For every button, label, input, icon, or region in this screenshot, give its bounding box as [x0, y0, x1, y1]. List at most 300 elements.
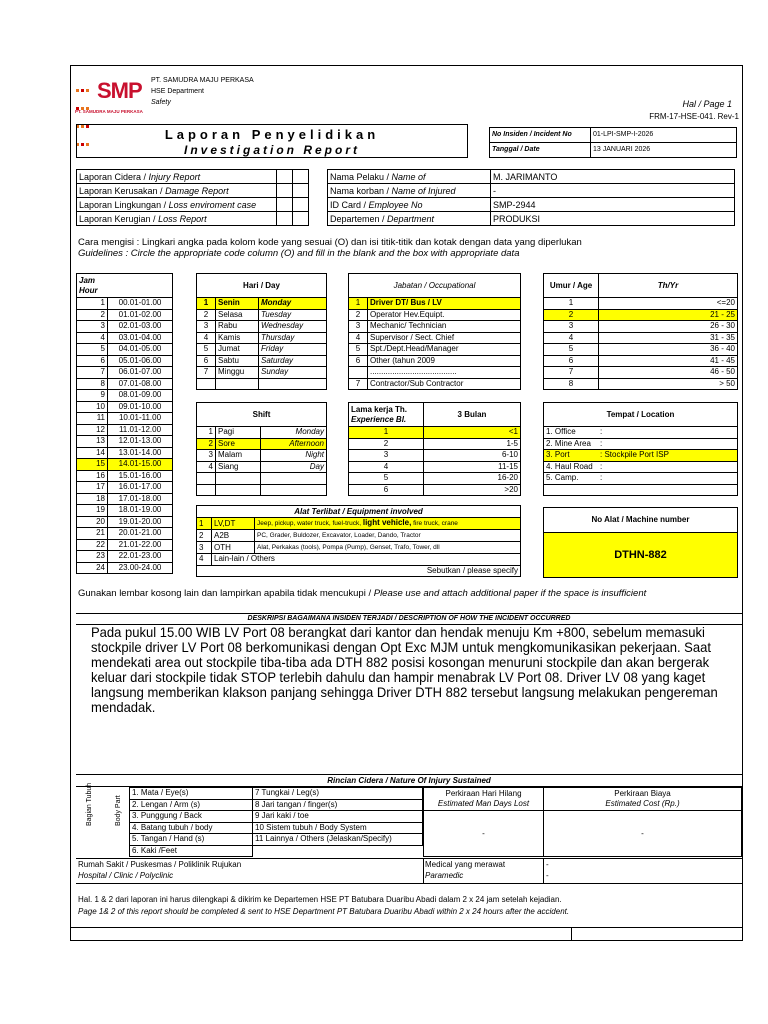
day-row — [197, 298, 327, 310]
age-range: <=20 — [599, 298, 738, 310]
hour-range: 02.01-03.00 — [108, 321, 173, 333]
hospital-divider — [423, 859, 424, 883]
hour-row — [77, 355, 173, 367]
instructions-en: Guidelines : Circle the appropriate code column (O) and fill in the blank and the box with appropriate data — [78, 248, 520, 259]
body-part-item: 3. Punggung / Back — [130, 811, 253, 823]
day-row — [197, 344, 327, 356]
occupation-number: 1 — [349, 298, 368, 310]
report-type-checkbox[interactable] — [276, 212, 292, 226]
day-header-cell: Hari / Day — [197, 274, 327, 298]
equipment-key: A2B — [212, 530, 255, 542]
report-type-checkbox[interactable] — [292, 212, 308, 226]
body-part-item: 7 Tungkai / Leg(s) — [253, 788, 423, 800]
hour-number: 2 — [77, 309, 108, 321]
age-number: 2 — [544, 309, 599, 321]
hour-table — [76, 273, 173, 574]
hour-range: 12.01-13.00 — [108, 436, 173, 448]
hour-row — [77, 378, 173, 390]
body-part-row — [130, 788, 423, 800]
day-name-en: Thursday — [259, 332, 327, 344]
shift-name-en: Day — [261, 461, 327, 473]
medical-label: Medical yang merawat — [425, 860, 506, 869]
occupation-row — [349, 321, 521, 333]
days-lost-box — [423, 787, 544, 857]
occupation-header-cell: Jabatan / Occupational — [349, 274, 521, 298]
experience-range: >20 — [424, 484, 521, 496]
hour-range: 06.01-07.00 — [108, 367, 173, 379]
shift-number: 2 — [197, 438, 216, 450]
experience-row — [349, 484, 521, 496]
report-type-checkbox[interactable] — [276, 198, 292, 212]
day-number: 3 — [197, 321, 216, 333]
occupation-row — [349, 344, 521, 356]
day-row — [197, 321, 327, 333]
days-lost-value: - — [482, 829, 485, 838]
hour-row — [77, 390, 173, 402]
day-name-en: Sunday — [259, 367, 327, 379]
extra-paper-note — [78, 588, 646, 599]
person-info-row — [328, 170, 735, 184]
day-name-id: Sabtu — [216, 355, 259, 367]
day-number: 2 — [197, 309, 216, 321]
location-header — [544, 403, 738, 427]
hour-number: 22 — [77, 539, 108, 551]
experience-row — [349, 450, 521, 462]
day-name-en: Tuesday — [259, 309, 327, 321]
body-part-item: 9 Jari kaki / toe — [253, 811, 423, 823]
age-range: 46 - 50 — [599, 367, 738, 379]
experience-row — [349, 427, 521, 439]
report-type-id: Laporan Lingkungan / — [79, 199, 169, 210]
day-header — [197, 274, 327, 298]
age-range: 26 - 30 — [599, 321, 738, 333]
person-info-value: PRODUKSI — [491, 212, 735, 226]
body-part-row — [130, 811, 423, 823]
hour-range: 05.01-06.00 — [108, 355, 173, 367]
occupation-number: 5 — [349, 344, 368, 356]
report-type-id: Laporan Kerusakan / — [79, 185, 166, 196]
hour-row — [77, 344, 173, 356]
hour-range: 19.01-20.00 — [108, 516, 173, 528]
hour-row — [77, 447, 173, 459]
equipment-key: OTH — [212, 542, 255, 554]
date-value: 13 JANUARI 2026 — [591, 143, 737, 158]
experience-table — [348, 402, 521, 496]
age-range: > 50 — [599, 378, 738, 390]
department: HSE Department — [151, 88, 204, 95]
occupation-row — [349, 367, 521, 379]
report-type-checkbox[interactable] — [276, 184, 292, 198]
experience-range: <1 — [424, 427, 521, 439]
medical-label-en: Paramedic — [425, 871, 464, 880]
body-part-item: 10 Sistem tubuh / Body System — [253, 822, 423, 834]
person-info-value: - — [491, 184, 735, 198]
hour-range: 23.00-24.00 — [108, 562, 173, 574]
age-number: 5 — [544, 344, 599, 356]
empty-cell — [216, 473, 261, 485]
shift-table — [196, 402, 327, 496]
experience-header — [349, 403, 521, 427]
body-part-item: 5. Tangan / Hand (s) — [130, 834, 253, 846]
equipment-specify: Sebutkan / please specify — [197, 565, 521, 577]
report-type-checkbox[interactable] — [292, 170, 308, 184]
empty-cell — [197, 473, 216, 485]
equipment-desc-text: Jeep, pickup, water truck, fuel-truck, — [257, 520, 363, 527]
equipment-row — [197, 554, 521, 566]
shift-row — [197, 427, 327, 439]
person-info-label — [328, 170, 491, 184]
occupation-label: Spt./Dept.Head/Manager — [368, 344, 521, 356]
report-type-label — [77, 184, 277, 198]
report-type-row — [77, 198, 309, 212]
empty-cell — [261, 473, 327, 485]
machine-box — [543, 507, 738, 578]
occupation-label: Contractor/Sub Contractor — [368, 378, 521, 390]
location-value: : Stockpile Port ISP — [598, 450, 738, 462]
incident-no-label: No Insiden / Incident No — [490, 128, 591, 143]
hour-number: 3 — [77, 321, 108, 333]
occupation-number: 4 — [349, 332, 368, 344]
location-key: 5. Camp. — [544, 473, 599, 485]
body-part-table — [129, 787, 423, 857]
day-number: 1 — [197, 298, 216, 310]
day-name-id: Jumat — [216, 344, 259, 356]
person-label-id: Departemen / — [330, 213, 388, 224]
hour-number: 5 — [77, 344, 108, 356]
title-sub: Investigation Report — [183, 143, 360, 157]
hour-range: 13.01-14.00 — [108, 447, 173, 459]
company-logo — [75, 76, 145, 121]
person-info-value: SMP-2944 — [491, 198, 735, 212]
hour-number: 8 — [77, 378, 108, 390]
hour-number: 21 — [77, 528, 108, 540]
equipment-table — [196, 505, 521, 577]
body-part-item: 2. Lengan / Arm (s) — [130, 799, 253, 811]
person-info-row — [328, 198, 735, 212]
day-row — [197, 378, 327, 390]
occupation-row — [349, 332, 521, 344]
day-name-id: Minggu — [216, 367, 259, 379]
person-info-label — [328, 198, 491, 212]
hour-row — [77, 321, 173, 333]
hour-range: 11.01-12.00 — [108, 424, 173, 436]
injury-header: Rincian Cidera / Nature Of Injury Sustained — [327, 776, 491, 785]
report-type-en: Loss Report — [158, 213, 207, 224]
hour-row — [77, 551, 173, 563]
day-number: 7 — [197, 367, 216, 379]
age-range: 41 - 45 — [599, 355, 738, 367]
experience-header-cell — [349, 403, 424, 427]
location-value: : — [598, 461, 738, 473]
age-row — [544, 321, 738, 333]
hour-number: 17 — [77, 482, 108, 494]
hour-number: 7 — [77, 367, 108, 379]
equipment-key: Lain-lain / Others — [212, 554, 521, 566]
hour-range: 07.01-08.00 — [108, 378, 173, 390]
hour-row — [77, 436, 173, 448]
age-number: 3 — [544, 321, 599, 333]
occupation-row — [349, 378, 521, 390]
body-part-item: 11 Lainnya / Others (Jelaskan/Specify) — [253, 834, 423, 846]
shift-row — [197, 438, 327, 450]
person-info-row — [328, 184, 735, 198]
occupation-header — [349, 274, 521, 298]
shift-number: 3 — [197, 450, 216, 462]
person-label-en: Department — [387, 213, 435, 224]
day-number: 6 — [197, 355, 216, 367]
body-part-row — [130, 845, 423, 857]
report-type-row — [77, 170, 309, 184]
shift-row — [197, 484, 327, 496]
hour-number: 6 — [77, 355, 108, 367]
experience-row — [349, 438, 521, 450]
hour-row — [77, 401, 173, 413]
age-table — [543, 273, 738, 390]
equipment-header-cell: Alat Terlibat / Equipment involved — [197, 506, 521, 518]
location-header-cell: Tempat / Location — [544, 403, 738, 427]
logo-text: SMP — [97, 78, 142, 103]
report-type-label — [77, 170, 277, 184]
equipment-desc — [255, 542, 521, 554]
occupation-number — [349, 367, 368, 379]
hour-row — [77, 528, 173, 540]
hour-number: 13 — [77, 436, 108, 448]
body-part-row — [130, 834, 423, 846]
date-label: Tanggal / Date — [490, 143, 591, 158]
title-main: Laporan Penyelidikan — [164, 127, 380, 142]
person-label-en: Name of — [391, 171, 426, 182]
hour-header-en: Hour — [79, 285, 98, 295]
report-type-table — [76, 169, 309, 226]
day-number: 5 — [197, 344, 216, 356]
page-number: Hal / Page 1 — [682, 99, 732, 109]
location-key: 1. Office — [544, 427, 599, 439]
shift-row — [197, 450, 327, 462]
age-number: 6 — [544, 355, 599, 367]
cost-label: Perkiraan Biaya — [614, 789, 671, 798]
hour-range: 22.01-23.00 — [108, 551, 173, 563]
age-number: 1 — [544, 298, 599, 310]
day-name-id: Kamis — [216, 332, 259, 344]
report-type-en: Injury Report — [148, 171, 201, 182]
day-name-en: Wednesday — [259, 321, 327, 333]
report-type-label — [77, 198, 277, 212]
shift-name-id: Pagi — [216, 427, 261, 439]
hour-row — [77, 309, 173, 321]
injury-header-bar — [76, 774, 742, 787]
person-label-en: Employee No — [368, 199, 423, 210]
equipment-number: 3 — [197, 542, 212, 554]
age-range: 36 - 40 — [599, 344, 738, 356]
hour-range: 10.01-11.00 — [108, 413, 173, 425]
age-row — [544, 344, 738, 356]
occupation-label: Driver DT/ Bus / LV — [368, 298, 521, 310]
occupation-row — [349, 355, 521, 367]
form-number: FRM-17-HSE-041. Rev-1 — [649, 112, 739, 121]
hour-row — [77, 539, 173, 551]
hour-number: 24 — [77, 562, 108, 574]
hour-range: 09.01-10.00 — [108, 401, 173, 413]
hour-number: 20 — [77, 516, 108, 528]
location-key: 2. Mine Area — [544, 438, 599, 450]
equipment-desc-text: Alat, Perkakas (tools), Pompa (Pump), Genset, Trafo, Tower, dll — [257, 544, 440, 551]
shift-number: 4 — [197, 461, 216, 473]
shift-header-cell: Shift — [197, 403, 327, 427]
hour-range: 17.01-18.00 — [108, 493, 173, 505]
hour-range: 15.01-16.00 — [108, 470, 173, 482]
report-type-row — [77, 212, 309, 226]
footer-note-id: Hal. 1 & 2 dari laporan ini harus dilengkapi & dikirim ke Departemen HSE PT Batubara Duaribu Abadi dalam 2 x 24 jam setelah kejadian. — [78, 895, 562, 904]
location-row — [544, 484, 738, 496]
hour-range: 21.01-22.00 — [108, 539, 173, 551]
shift-name-en: Afternoon — [261, 438, 327, 450]
age-row — [544, 355, 738, 367]
equipment-specify-row — [197, 565, 521, 577]
hour-number: 11 — [77, 413, 108, 425]
age-row — [544, 332, 738, 344]
shift-row — [197, 473, 327, 485]
occupation-table — [348, 273, 521, 390]
location-row — [544, 427, 738, 439]
medical-divider — [543, 859, 544, 883]
cost-value: - — [641, 829, 644, 838]
shift-name-id: Siang — [216, 461, 261, 473]
occupation-label: Other (tahun 2009 — [368, 355, 521, 367]
empty-cell — [261, 484, 327, 496]
empty-cell — [197, 484, 216, 496]
equipment-desc — [255, 518, 521, 530]
empty-cell — [259, 378, 327, 390]
report-type-checkbox[interactable] — [292, 184, 308, 198]
hour-range: 03.01-04.00 — [108, 332, 173, 344]
footer-divider — [571, 928, 572, 940]
body-part-row — [130, 822, 423, 834]
location-key: 3. Port — [544, 450, 599, 462]
age-row — [544, 298, 738, 310]
hour-number: 12 — [77, 424, 108, 436]
equipment-desc-bold: light vehicle, — [362, 518, 412, 527]
equipment-desc-tail: fire truck, crane — [411, 520, 458, 527]
empty-cell — [253, 845, 423, 857]
extra-note-id: Gunakan lembar kosong lain dan lampirkan apabila tidak mencukupi / — [78, 588, 374, 599]
report-type-label — [77, 212, 277, 226]
incident-info-table — [489, 127, 737, 158]
day-table — [196, 273, 327, 390]
shift-name-id: Sore — [216, 438, 261, 450]
report-type-checkbox[interactable] — [292, 198, 308, 212]
hour-range: 08.01-09.00 — [108, 390, 173, 402]
body-part-side-id: Bagian Tubuh — [86, 782, 93, 826]
age-number: 7 — [544, 367, 599, 379]
hour-row — [77, 562, 173, 574]
empty-cell — [216, 378, 259, 390]
experience-number: 5 — [349, 473, 424, 485]
section: Safety — [151, 99, 171, 106]
hour-header — [77, 274, 173, 298]
equipment-header — [197, 506, 521, 518]
person-info-row — [328, 212, 735, 226]
occupation-row — [349, 309, 521, 321]
occupation-label: Supervisor / Sect. Chief — [368, 332, 521, 344]
footer-bar — [71, 927, 742, 940]
day-row — [197, 309, 327, 321]
hour-number: 4 — [77, 332, 108, 344]
footer-note-en: Page 1& 2 of this report should be completed & sent to HSE Department PT Batubara Duaribu Abadi within 2 x 24 hours after the accident. — [78, 907, 570, 916]
hour-row — [77, 367, 173, 379]
shift-number: 1 — [197, 427, 216, 439]
experience-number: 6 — [349, 484, 424, 496]
age-row — [544, 309, 738, 321]
hour-row — [77, 505, 173, 517]
body-part-item: 4. Batang tubuh / body — [130, 822, 253, 834]
occupation-label: ....................................... — [368, 367, 521, 379]
medical-value: - — [546, 860, 549, 869]
hour-number: 9 — [77, 390, 108, 402]
shift-row — [197, 461, 327, 473]
hospital-label: Rumah Sakit / Puskesmas / Poliklinik Rujukan — [78, 860, 242, 869]
person-info-table — [327, 169, 735, 226]
occupation-row — [349, 298, 521, 310]
hour-row — [77, 482, 173, 494]
location-value: : — [598, 438, 738, 450]
hour-range: 18.01-19.00 — [108, 505, 173, 517]
age-header-id: Umur / Age — [544, 274, 599, 298]
age-row — [544, 367, 738, 379]
day-name-id: Senin — [216, 298, 259, 310]
experience-range: 11-15 — [424, 461, 521, 473]
hour-range: 04.01-05.00 — [108, 344, 173, 356]
age-number: 8 — [544, 378, 599, 390]
day-name-en: Monday — [259, 298, 327, 310]
occupation-label: Operator Hev.Equipt. — [368, 309, 521, 321]
hour-header-cell — [77, 274, 173, 298]
experience-number: 1 — [349, 427, 424, 439]
experience-range: 16-20 — [424, 473, 521, 485]
day-row — [197, 332, 327, 344]
location-value: : — [598, 473, 738, 485]
experience-range: 1-5 — [424, 438, 521, 450]
hour-row — [77, 516, 173, 528]
hour-row — [77, 413, 173, 425]
logo-subtext: PT. SAMUDRA MAJU PERKASA — [75, 109, 143, 114]
experience-header-a: Lama kerja Th. — [351, 404, 408, 414]
day-name-en: Friday — [259, 344, 327, 356]
hour-row — [77, 298, 173, 310]
age-range: 21 - 25 — [599, 309, 738, 321]
hour-number: 19 — [77, 505, 108, 517]
report-type-id: Laporan Cidera / — [79, 171, 149, 182]
description-text: Pada pukul 15.00 WIB LV Port 08 berangkat dari kantor dan hendak menuju Km +800, sebelum memasuki stockpile driver LV Port 08 berkomunikasi dengan Opt Exc MJM untuk mengkomunikasikan pekerjaan. Saat mendekati area out stockpile tiba-tiba ada DTH 882 posisi kosongan menuruni stockpile dan akan bergerak keluar dari stockpile tidak STOP terlebih dahulu dan hampir menabrak LV Port 08. Driver LV 08 yang kaget langsung memberikan klakson panjang sehingga Driver DTH 882 tersebut langsung melakukan pengereman mendadak. — [91, 624, 718, 715]
hour-row — [77, 459, 173, 471]
person-label-id: ID Card / — [330, 199, 369, 210]
report-type-en: Loss enviroment case — [168, 199, 257, 210]
hour-range: 16.01-17.00 — [108, 482, 173, 494]
hour-row — [77, 470, 173, 482]
day-name-id: Selasa — [216, 309, 259, 321]
equipment-row — [197, 542, 521, 554]
person-label-id: Nama Pelaku / — [330, 171, 392, 182]
location-row — [544, 473, 738, 485]
days-lost-label-en: Estimated Man Days Lost — [424, 799, 543, 811]
experience-range: 6-10 — [424, 450, 521, 462]
incident-no-value: 01-LPI-SMP-I-2026 — [591, 128, 737, 143]
hour-number: 15 — [77, 459, 108, 471]
person-info-label — [328, 184, 491, 198]
report-type-checkbox[interactable] — [276, 170, 292, 184]
hour-number: 18 — [77, 493, 108, 505]
hour-number: 14 — [77, 447, 108, 459]
location-value: : — [598, 427, 738, 439]
